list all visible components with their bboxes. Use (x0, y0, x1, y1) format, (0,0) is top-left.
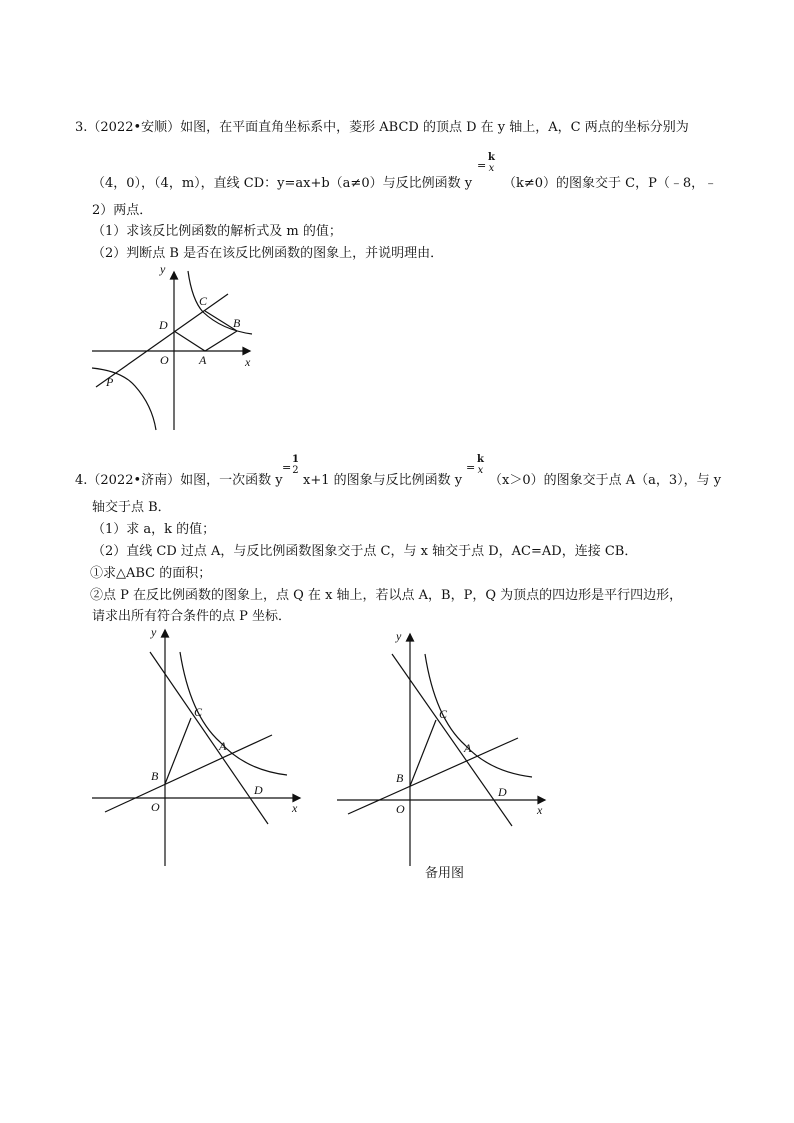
q3-label-x: x (245, 355, 251, 369)
q3-label-B: B (233, 316, 241, 330)
q3-stem-line3: 2）两点． (92, 203, 153, 218)
q3-label-C: C (199, 294, 208, 308)
q4f2-label-C: C (439, 707, 448, 721)
q4f2-line-ab (348, 738, 518, 814)
q4-stem-line1a: 4.（2022•济南）如图，一次函数 y (75, 473, 283, 488)
q4-frac1-den: 2 (292, 465, 299, 476)
q3-frac-equals: = (477, 159, 487, 172)
q4-frac2-equals: = (466, 461, 476, 474)
q4f1-label-x: x (292, 801, 298, 815)
q4f1-label-A: A (219, 739, 227, 753)
q3-stem-line2b: （k≠0）的图象交于 C，P（﹣8，﹣ (503, 176, 718, 191)
q4f1-label-O: O (151, 800, 160, 814)
q3-stem-line1: 3.（2022•安顺）如图，在平面直角坐标系中，菱形 ABCD 的顶点 D 在 y 轴上，A，C 两点的坐标分别为 (75, 120, 689, 135)
q4-sub1: ①求△ABC 的面积； (90, 566, 212, 581)
q3-stem-line2a: （4，0），（4，m），直线 CD：y=ax+b（a≠0）与反比例函数 y (92, 176, 473, 191)
q3-label-P: P (106, 375, 114, 389)
q3-part1: （1）求该反比例函数的解析式及 m 的值； (92, 224, 342, 239)
q3-part2: （2）判断点 B 是否在该反比例函数的图象上，并说明理由． (92, 246, 444, 261)
q4f2-label-y: y (396, 629, 402, 643)
q4-frac1-equals: = (282, 461, 292, 474)
q4f2-label-A: A (464, 741, 472, 755)
q3-frac-den: x (488, 163, 495, 174)
q4-part1: （1）求 a，k 的值； (92, 522, 216, 537)
q4-frac1-num: 1 (292, 454, 299, 465)
q4-sub2a: ②点 P 在反比例函数的图象上，点 Q 在 x 轴上，若以点 A，B，P，Q 为顶点的四边形是平行四边形， (90, 588, 683, 603)
q3-frac-num: k (488, 152, 495, 163)
q4-stem-line1c: （x＞0）的图象交于点 A（a，3），与 y (489, 473, 722, 488)
q4-sub2b: 请求出所有符合条件的点 P 坐标． (92, 609, 292, 624)
q3-label-D: D (159, 318, 168, 332)
q4f1-label-B: B (151, 769, 159, 783)
q4-frac2-den: x (477, 465, 484, 476)
q4-part2: （2）直线 CD 过点 A，与反比例函数图象交于点 C，与 x 轴交于点 D，AC=AD，连接 CB． (92, 544, 638, 559)
q4f2-y-arrow (407, 634, 414, 641)
q4f2-label-D: D (498, 785, 507, 799)
q3-label-O: O (160, 353, 169, 367)
q3-label-y: y (160, 262, 166, 276)
q4-stem-line1b: x+1 的图象与反比例函数 y (303, 473, 463, 488)
q4-stem-line2: 轴交于点 B． (92, 500, 171, 515)
q3-label-A: A (199, 353, 207, 367)
q4f1-label-D: D (254, 783, 263, 797)
q4f1-label-y: y (151, 625, 157, 639)
q4f2-label-O: O (396, 802, 405, 816)
q4-backup-caption: 备用图 (425, 866, 465, 881)
q4-frac2-num: k (477, 454, 484, 465)
q4f2-label-B: B (396, 771, 404, 785)
q4f1-label-C: C (194, 705, 203, 719)
q4f2-label-x: x (537, 803, 543, 817)
